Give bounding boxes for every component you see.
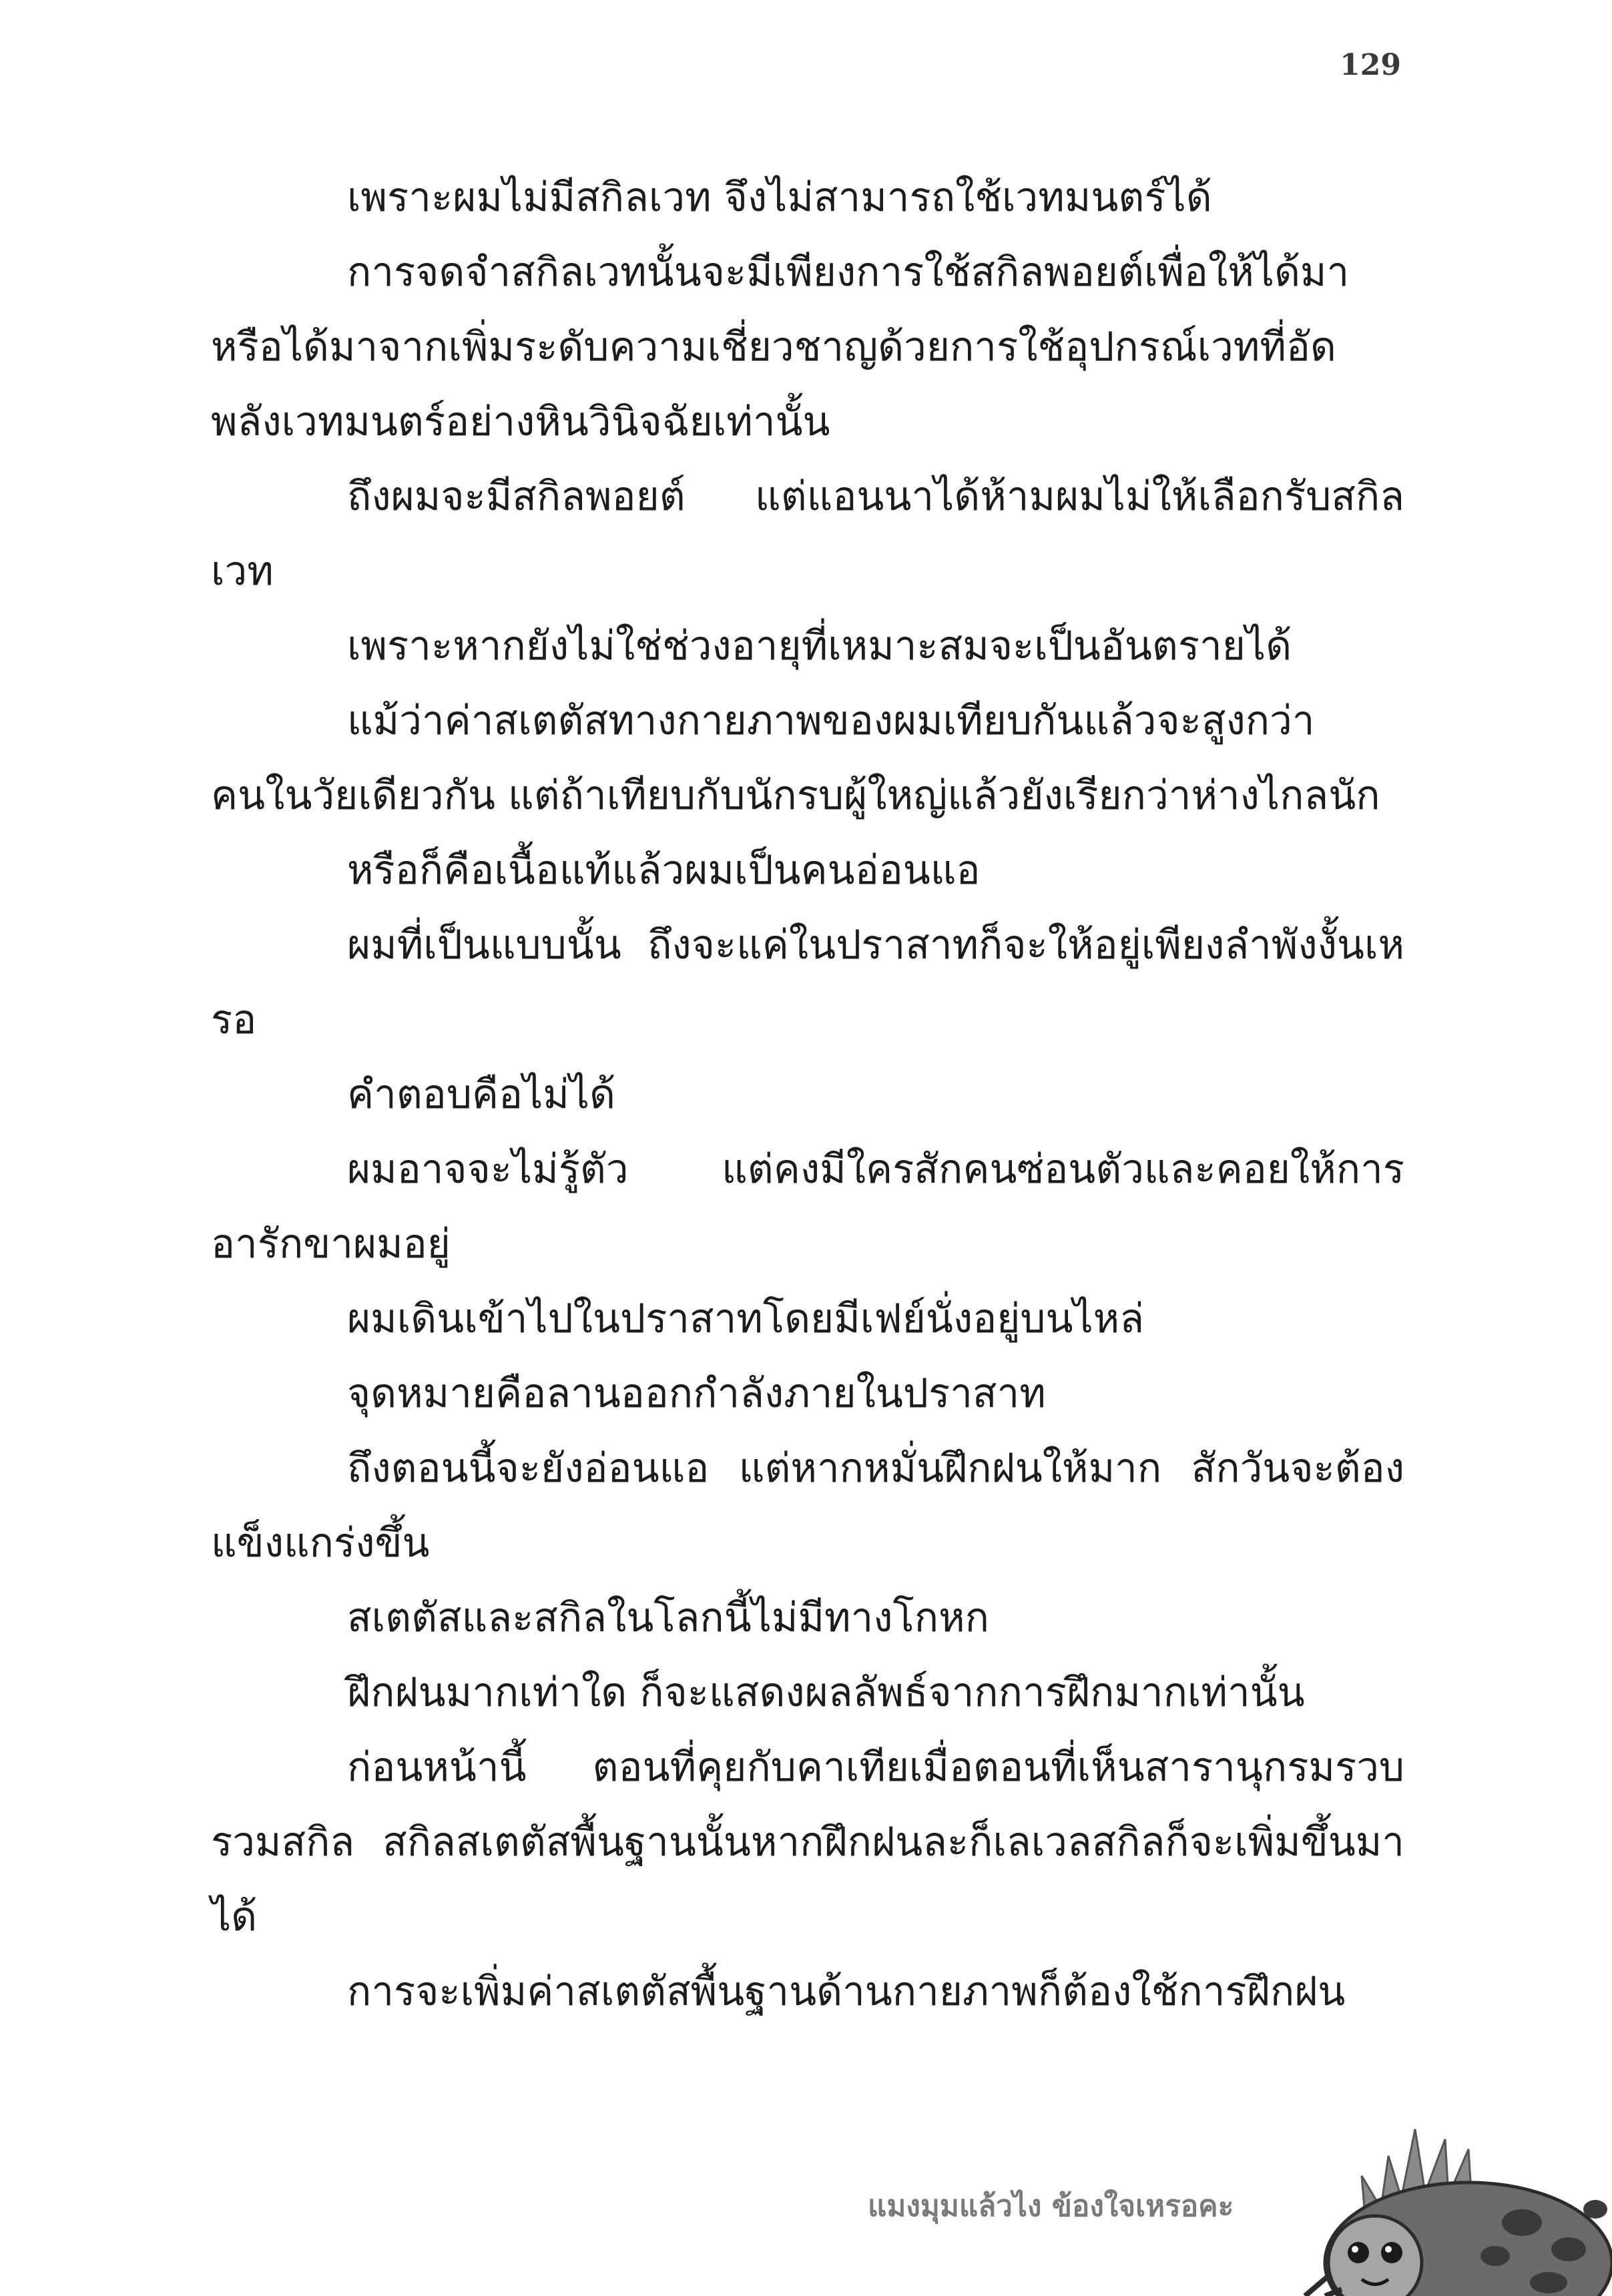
footer-book-title: แมงมุมแล้วไง ข้องใจเหรอคะ xyxy=(868,2189,1234,2223)
paragraph: เพราะหากยังไม่ใช่ช่วงอายุที่เหมาะสมจะเป็นอันตรายได้ xyxy=(347,623,1292,669)
paragraph: ผมเดินเข้าไปในปราสาทโดยมีเฟย์นั่งอยู่บนไหล่ xyxy=(347,1296,1144,1342)
paragraph: การจะเพิ่มค่าสเตตัสพื้นฐานด้านกายภาพก็ต้องใช้การฝึกฝน xyxy=(347,1968,1346,2015)
paragraph: ก่อนหน้านี้ ตอนที่คุยกับคาเทียเมื่อตอนที่เห็นสารานุกรมรวบรวมสกิล สกิลสเตตัสพื้นฐานนั้นหากฝึกฝนละก็เลเวลสกิลก็จะเพิ่มขึ้นมาได้ xyxy=(211,1744,1404,1940)
spider-mascot-icon xyxy=(1302,2122,1612,2296)
body-text xyxy=(211,160,1404,2029)
paragraph: ถึงตอนนี้จะยังอ่อนแอ แต่หากหมั่นฝึกฝนให้มาก สักวันจะต้องแข็งแกร่งขึ้น xyxy=(211,1445,1404,1566)
paragraph: คำตอบคือไม่ได้ xyxy=(347,1071,615,1118)
paragraph: ผมที่เป็นแบบนั้น ถึงจะแค่ในปราสาทก็จะให้อยู่เพียงลำพังงั้นเหรอ xyxy=(211,922,1404,1043)
paragraph: จุดหมายคือลานออกกำลังภายในปราสาท xyxy=(347,1370,1046,1417)
paragraph: ถึงผมจะมีสกิลพอยต์ แต่แอนนาได้ห้ามผมไม่ให้เลือกรับสกิลเวท xyxy=(211,473,1404,595)
paragraph: สเตตัสและสกิลในโลกนี้ไม่มีทางโกหก xyxy=(347,1595,989,1641)
paragraph: ผมอาจจะไม่รู้ตัว แต่คงมีใครสักคนซ่อนตัวและคอยให้การอารักขาผมอยู่ xyxy=(211,1146,1404,1267)
paragraph: หรือก็คือเนื้อแท้แล้วผมเป็นคนอ่อนแอ xyxy=(347,847,981,894)
page-number: 129 xyxy=(1340,48,1401,82)
paragraph: แม้ว่าค่าสเตตัสทางกายภาพของผมเทียบกันแล้วจะสูงกว่าคนในวัยเดียวกัน แต่ถ้าเทียบกับนักรบผู้ใหญ่แล้วยังเรียกว่าห่างไกลนัก xyxy=(211,697,1380,819)
paragraph: เพราะผมไม่มีสกิลเวท จึงไม่สามารถใช้เวทมนตร์ได้ xyxy=(347,174,1212,221)
paragraph: ฝึกฝนมากเท่าใด ก็จะแสดงผลลัพธ์จากการฝึกมากเท่านั้น xyxy=(347,1669,1305,1716)
paragraph: การจดจำสกิลเวทนั้นจะมีเพียงการใช้สกิลพอยต์เพื่อให้ได้มาหรือได้มาจากเพิ่มระดับความเชี่ยวชาญด้วยการใช้อุปกรณ์เวทที่อัดพลังเวทมนตร์อย่างหินวินิจฉัยเท่านั้น xyxy=(211,249,1350,445)
